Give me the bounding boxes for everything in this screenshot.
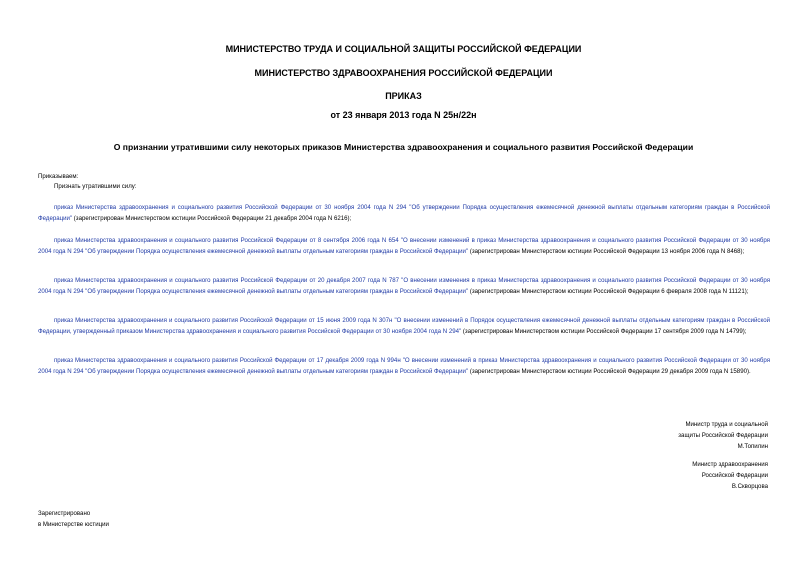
order-link-15890[interactable]: приказ Министерства здравоохранения и социального развития Российской Федерации от 17 декабря 2009 года N 994н "О внесении изменений в приказ Министерства здравоохранения и социального развития Российской Федерации от 30 ноября 2004 года N 294 "Об утверждении Порядка осуществления ежемесячной денежной выплаты отдельным категориям граждан в Российской Федерации" (38, 357, 770, 375)
registration-note: (зарегистрирован Министерством юстиции Российской Федерации 29 декабря 2009 года N 15890). (468, 367, 751, 375)
registered-at-label: в Министерстве юстиции (38, 521, 109, 528)
signature-name: М.Топилин (737, 443, 768, 450)
registration-note: (зарегистрирован Министерством юстиции Российской Федерации 13 ноября 2006 года N 8468); (468, 247, 745, 255)
signature-name: В.Скворцова (731, 483, 768, 490)
signature-position: Российской Федерации (701, 472, 768, 479)
order-word: Приказываем: (38, 173, 79, 180)
ministry-health-heading: МИНИСТЕРСТВО ЗДРАВООХРАНЕНИЯ РОССИЙСКОЙ ФЕДЕРАЦИИ (254, 68, 553, 78)
registered-label: Зарегистрировано (38, 510, 91, 517)
order-link-6216[interactable]: приказ Министерства здравоохранения и социального развития Российской Федерации от 30 ноября 2004 года N 294 "Об утверждении Порядка осуществления ежемесячной денежной выплаты отдельным категориям граждан в Российской Федерации" (38, 204, 770, 222)
ministry-labor-heading: МИНИСТЕРСТВО ТРУДА И СОЦИАЛЬНОЙ ЗАЩИТЫ РОССИЙСКОЙ ФЕДЕРАЦИИ (225, 44, 582, 54)
signature-block-health (692, 459, 768, 492)
signature-block-labor (678, 419, 768, 452)
document-title: О признании утратившими силу некоторых приказов Министерства здравоохранения и социального развития Российской Федерации (113, 142, 694, 152)
signature-position: защиты Российской Федерации (678, 432, 768, 439)
order-link-14799[interactable]: приказ Министерства здравоохранения и социального развития Российской Федерации от 15 июня 2009 года N 307н "О внесении изменений в Порядок осуществления ежемесячной денежной выплаты отдельным категориям граждан в Российской Федерации, утвержденный приказом Министерства здравоохранения и социального развития Российской Федерации от 30 ноября 2004 года N 294" (38, 317, 770, 335)
list-item (38, 276, 770, 297)
signature-position: Министр здравоохранения (692, 461, 768, 468)
document-date-number: от 23 января 2013 года N 25н/22н (330, 110, 477, 120)
recognize-invalid-text: Признать утратившими силу: (54, 183, 137, 190)
list-item (38, 203, 770, 224)
registration-note: (зарегистрирован Министерством юстиции Российской Федерации 6 февраля 2008 года N 11121); (468, 287, 749, 295)
list-item (38, 356, 770, 377)
order-link-8468[interactable]: приказ Министерства здравоохранения и социального развития Российской Федерации от 8 сентября 2006 года N 654 "О внесении изменений в приказ Министерства здравоохранения и социального развития Российской Федерации от 30 ноября 2004 года N 294 "Об утверждении Порядка осуществления ежемесячной денежной выплаты отдельным категориям граждан в Российской Федерации" (38, 237, 770, 255)
registration-note: (зарегистрирован Министерством юстиции Российской Федерации 21 декабря 2004 года N 6216); (72, 214, 352, 222)
signature-position: Министр труда и социальной (685, 421, 768, 428)
document-type-heading: ПРИКАЗ (385, 91, 422, 101)
list-item (38, 316, 770, 337)
order-link-11121[interactable]: приказ Министерства здравоохранения и социального развития Российской Федерации от 20 декабря 2007 года N 787 "О внесении изменения в приказ Министерства здравоохранения и социального развития Российской Федерации от 30 ноября 2004 года N 294 "Об утверждении Порядка осуществления ежемесячной денежной выплаты отдельным категориям граждан в Российской Федерации" (38, 277, 770, 295)
registration-note: (зарегистрирован Министерством юстиции Российской Федерации 17 сентября 2009 года N 14799); (461, 327, 747, 335)
list-item (38, 236, 770, 257)
